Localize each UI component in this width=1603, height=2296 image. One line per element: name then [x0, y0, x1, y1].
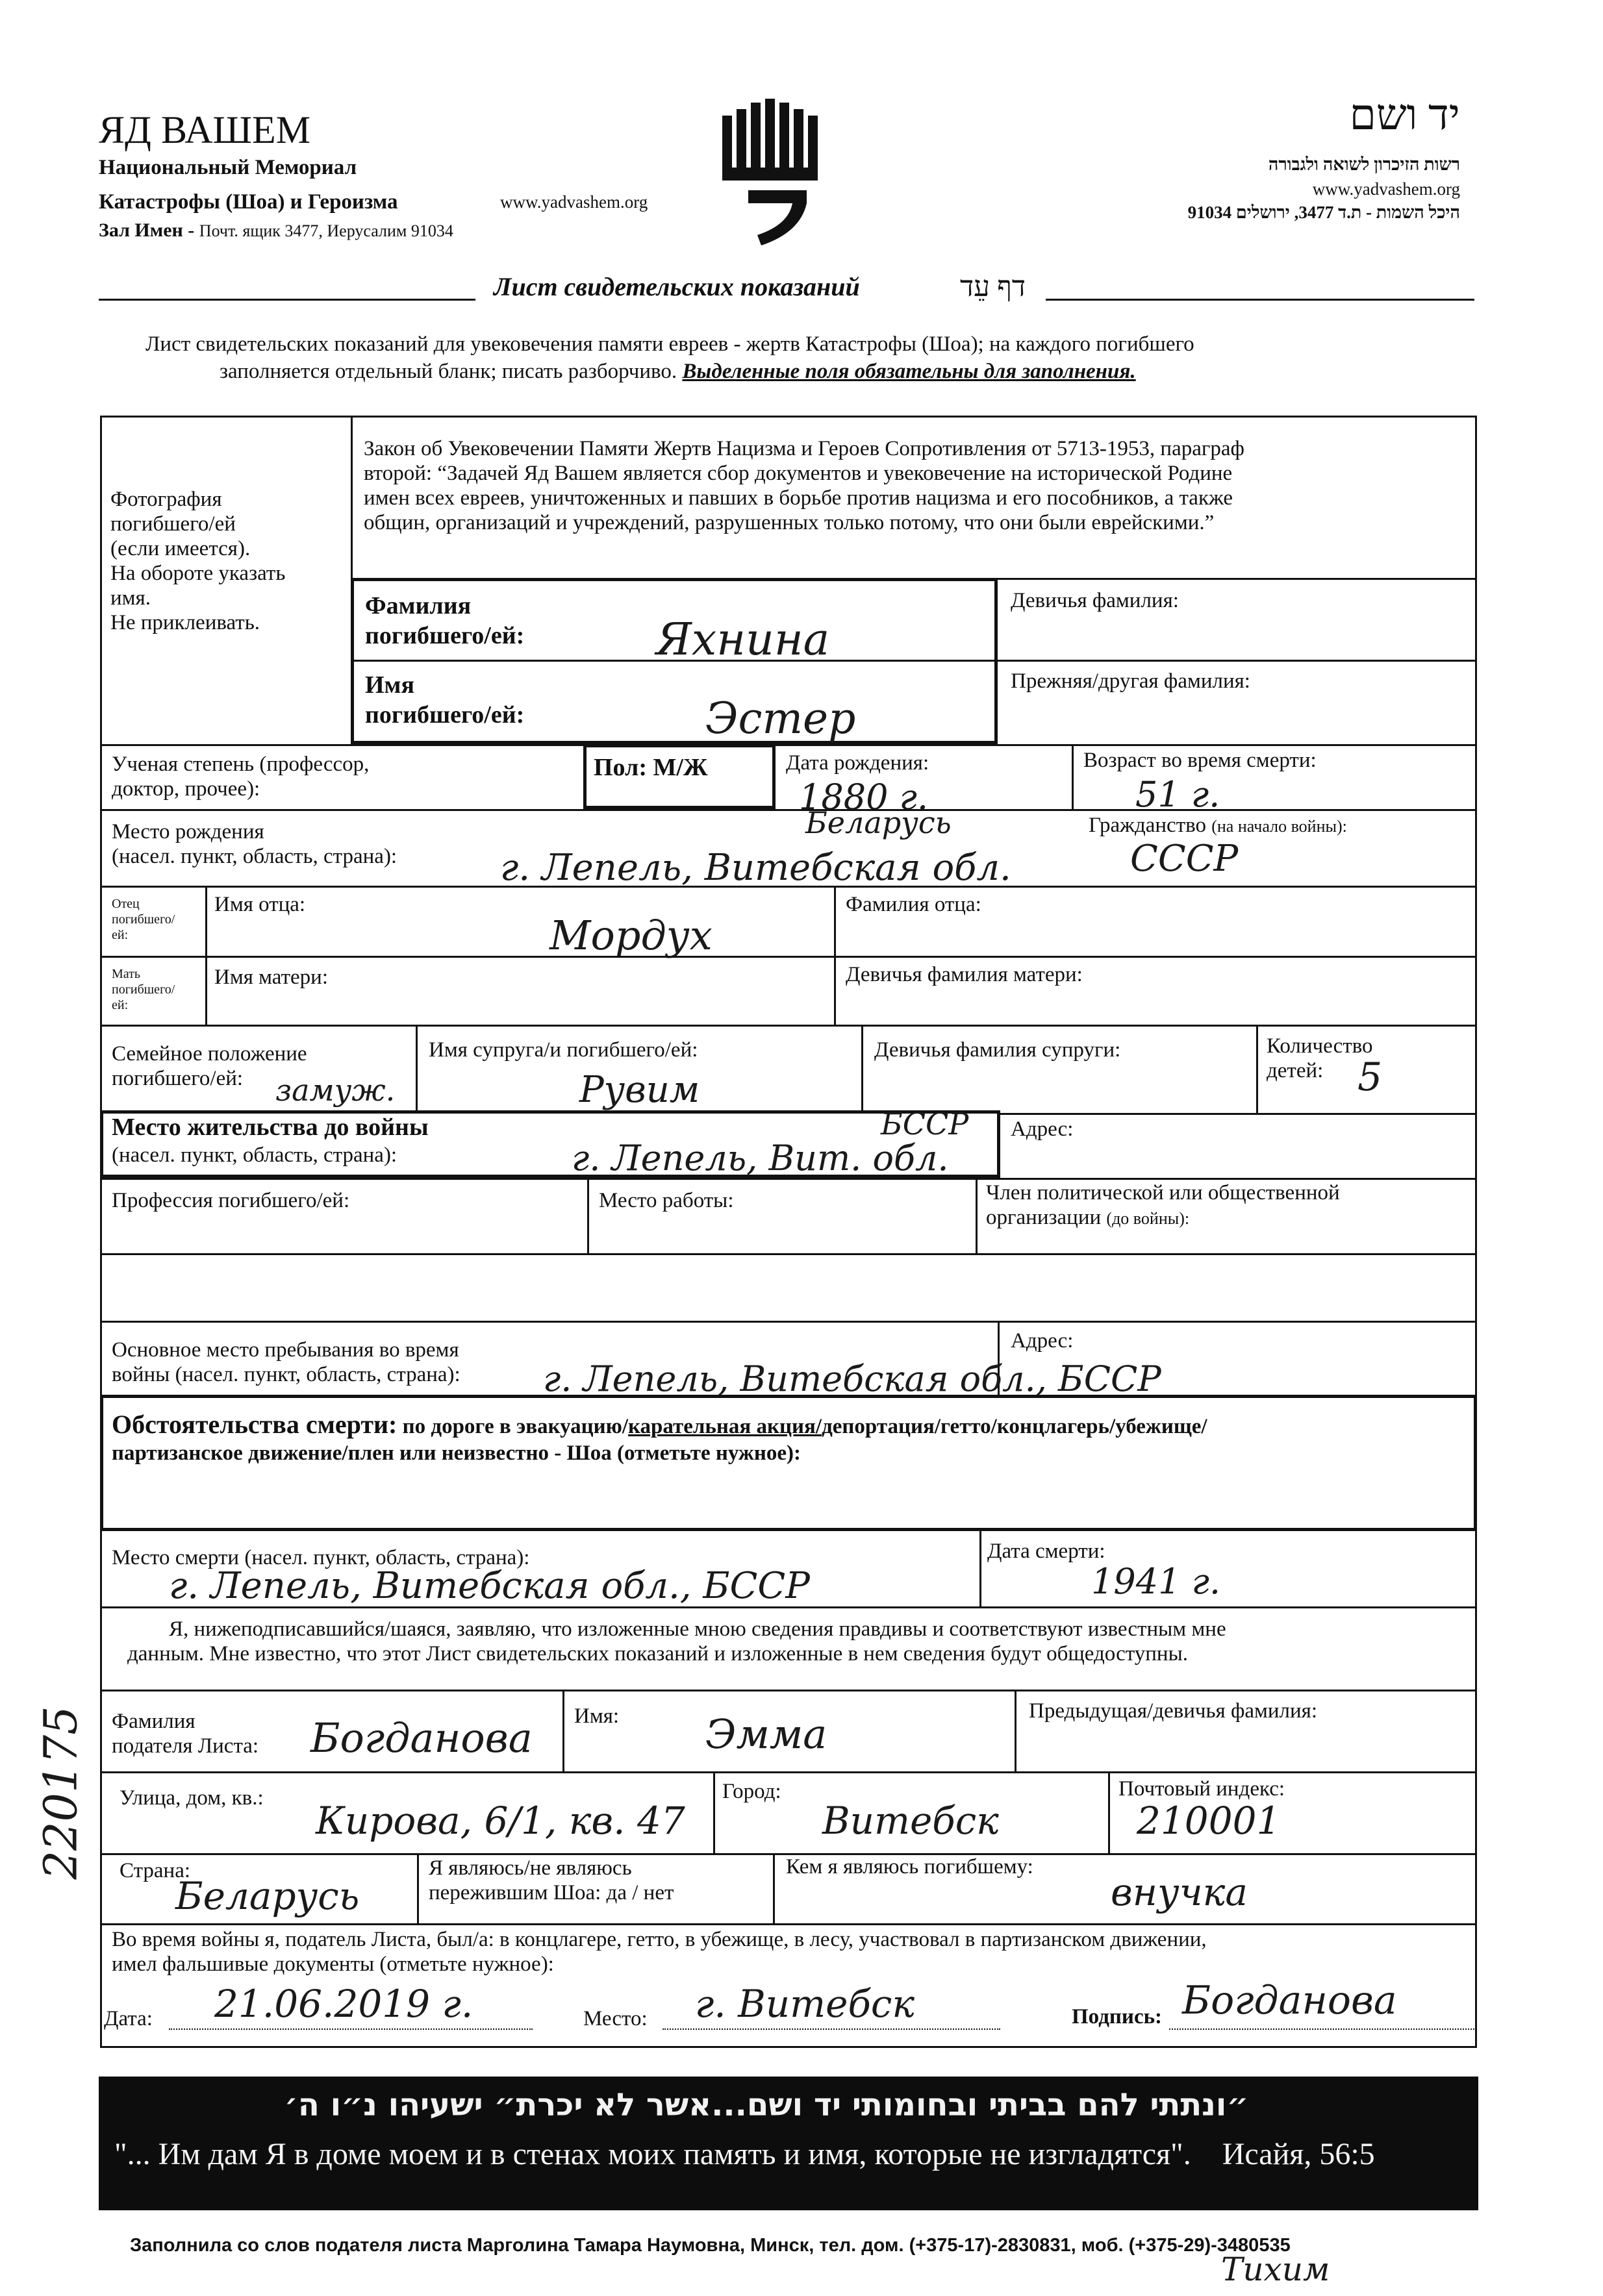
rule [351, 660, 1477, 662]
label-line: детей: [1267, 1059, 1324, 1082]
rule [998, 1113, 1477, 1115]
gender-label: Пол: М/Ж [594, 754, 708, 781]
spouse-name-label: Имя супруга/и погибшего/ей: [429, 1038, 698, 1062]
surname-value[interactable]: Яхнина [656, 614, 830, 666]
address-line [99, 219, 453, 242]
wartime-place-label [112, 1338, 461, 1387]
surname-label [365, 591, 524, 651]
label-line: Во время войны я, податель Листа, был/а: в концлагере, гетто, в убежище, в лесу, участвовал в партизанском движении, [112, 1928, 1207, 1951]
city-value[interactable]: Витебск [822, 1799, 999, 1843]
death-date-label: Дата смерти: [987, 1540, 1105, 1563]
rule [861, 1025, 863, 1113]
street-label: Улица, дом, кв.: [120, 1786, 264, 1810]
website-right: www.yadvashem.org [1312, 179, 1460, 199]
place-label: Место: [583, 2007, 648, 2030]
signature-line [1169, 2028, 1477, 2030]
rule [100, 1771, 1477, 1773]
death-date-value[interactable]: 1941 г. [1091, 1561, 1221, 1602]
citizenship-value[interactable]: СССР [1130, 838, 1239, 880]
tag-line: погибшего/ [112, 912, 175, 927]
banner-quote: "... Им дам Я в доме моем и в стенах моих память и имя, которые не изгладятся". [114, 2137, 1191, 2171]
label-line: Место рождения [112, 820, 264, 843]
wartime-place-value[interactable]: г. Лепель, Витебская обл., БССР [543, 1358, 1161, 1399]
circumstances-option-selected[interactable]: карательная акция/ [628, 1415, 822, 1438]
birth-date-label: Дата рождения: [786, 751, 929, 775]
label-line: подателя Листа: [112, 1734, 259, 1758]
rule [100, 1178, 1477, 1180]
label-line: Ученая степень (профессор, [112, 753, 370, 776]
org-line1: Национальный Мемориал [99, 156, 357, 179]
label-line: Член политической или общественной [986, 1181, 1340, 1204]
form-title: Лист свидетельских показаний [494, 272, 860, 301]
label-line: Семейное положение [112, 1042, 307, 1066]
rule [100, 1690, 1477, 1691]
spouse-name-value[interactable]: Рувим [579, 1069, 700, 1111]
country-label: Страна: [120, 1859, 191, 1882]
label-line: войны (насел. пункт, область, страна): [112, 1363, 461, 1386]
rule [976, 1178, 978, 1253]
age-value[interactable]: 51 г. [1135, 774, 1220, 815]
address-bold: Зал Имен - [99, 219, 195, 241]
hebrew-title: יד ושם [1349, 92, 1460, 139]
label-line: пережившим Шоа: да / нет [429, 1881, 674, 1904]
label-line: Имя [365, 671, 414, 699]
wartime-address-label: Адрес: [1011, 1329, 1074, 1353]
photo-note-line: (если имеется). [110, 537, 251, 560]
label-line: доктор, прочее): [112, 777, 260, 801]
photo-note-line: На обороте указать [110, 562, 286, 585]
citizenship-label [1089, 813, 1347, 838]
hebrew-line3: היכל השמות - ת.ד 3477, ירושלים 91034 [1187, 203, 1460, 222]
declaration [127, 1617, 1226, 1666]
photo-note-line: Не приклеивать. [110, 611, 260, 634]
death-place-label: Место смерти (насел. пункт, область, страна): [112, 1546, 530, 1569]
father-tag [112, 896, 175, 943]
law-line: второй: “Задачей Яд Вашем является сбор документов и увековечение на исторической Родине [364, 462, 1233, 485]
circumstances-line2: партизанское движение/плен или неизвестно - Шоа (отметьте нужное): [112, 1441, 801, 1465]
tag-line: ей: [112, 928, 129, 942]
postal-value[interactable]: 210001 [1137, 1799, 1281, 1843]
intro-mandatory-note: Выделенные поля обязательны для заполнения. [682, 360, 1136, 383]
rule [587, 1178, 589, 1253]
submitter-prev-label: Предыдущая/девичья фамилия: [1029, 1699, 1318, 1723]
address-rest: Почт. ящик 3477, Иерусалим 91034 [199, 221, 453, 240]
banner-hebrew: ״ונתתי להם בביתי ובחומותי יד ושם...אשר לא יכרת״ ישעיהו נ״ו ה׳ [284, 2087, 1249, 2123]
rule [1072, 744, 1074, 809]
citizenship-note: (на начало войны): [1211, 817, 1347, 836]
photo-note [110, 487, 285, 635]
profession-label: Профессия погибшего/ей: [112, 1189, 350, 1212]
signature-label: Подпись: [1072, 2005, 1163, 2028]
label-line: Фамилия [112, 1710, 196, 1733]
father-surname-label: Фамилия отца: [846, 893, 981, 916]
label-line: (насел. пункт, область, страна): [112, 845, 398, 868]
father-name-value[interactable]: Мордух [549, 912, 713, 959]
law-line: имен всех евреев, уничтоженных и павших в борьбе против нацизма и его пособников, а также [364, 486, 1233, 510]
rule [100, 809, 1477, 811]
rule [100, 744, 1477, 746]
membership-label [986, 1180, 1340, 1230]
rule [100, 1025, 1477, 1027]
circumstances-option[interactable]: депортация/гетто/концлагерь/убежище/ [822, 1415, 1207, 1438]
label-line: организации [986, 1206, 1102, 1229]
city-label: Город: [722, 1780, 781, 1803]
submitter-surname-value[interactable]: Богданова [310, 1714, 533, 1762]
signature-value[interactable]: Богданова [1182, 1978, 1397, 2023]
photo-note-line: Фотография [110, 488, 222, 511]
label-line: Я являюсь/не являюсь [429, 1856, 632, 1880]
rule [562, 1690, 564, 1771]
mother-name-label: Имя матери: [214, 966, 328, 989]
label-line: имел фальшивые документы (отметьте нужное): [112, 1953, 554, 1976]
rule [998, 578, 1477, 580]
label-line: Количество [1267, 1034, 1373, 1058]
mother-tag [112, 966, 175, 1013]
degree-label [112, 752, 369, 801]
banner-reference: Исайя, 56:5 [1222, 2137, 1375, 2171]
label-line: погибшего/ей: [365, 622, 525, 649]
tag-line: ей: [112, 998, 129, 1012]
intro-line2 [220, 360, 1136, 384]
circumstances-line1 [112, 1409, 1207, 1440]
country-value[interactable]: Беларусь [175, 1874, 360, 1918]
website-left: www.yadvashem.org [500, 192, 648, 212]
law-text [364, 436, 1468, 535]
street-value[interactable]: Кирова, 6/1, кв. 47 [316, 1799, 685, 1843]
footer-note: Заполнила со слов подателя листа Марголина Тамара Наумовна, Минск, тел. дом. (+375-17)-2830831, моб. (+375-29)-3480535 [130, 2235, 1291, 2256]
photo-note-line: погибшего/ей [110, 512, 236, 536]
rule [100, 1321, 1477, 1323]
photo-note-line: имя. [110, 586, 151, 610]
place-value[interactable]: г. Витебск [695, 1982, 915, 2026]
circumstances-option[interactable]: по дороге в эвакуацию/ [402, 1415, 629, 1438]
rule [205, 886, 207, 1025]
postal-label: Почтовый индекс: [1118, 1777, 1285, 1801]
law-line: Закон об Увековечении Памяти Жертв Нацизма и Героев Сопротивления от 5713-1953, параграф [364, 437, 1244, 460]
relation-value[interactable]: внучка [1111, 1870, 1248, 1914]
wartime-submitter-label [112, 1927, 1207, 1977]
birth-date-value[interactable]: 1880 г. [799, 777, 929, 817]
address-label: Адрес: [1011, 1117, 1074, 1141]
date-line [169, 2028, 533, 2030]
label-line: Фамилия [365, 592, 472, 619]
rule [416, 1025, 418, 1113]
rule [100, 1923, 1477, 1925]
hebrew-line1: רשות הזיכרון לשואה ולגבורה [1268, 155, 1460, 174]
date-value[interactable]: 21.06.2019 г. [214, 1982, 473, 2026]
relation-label: Кем я являюсь погибшему: [786, 1855, 1033, 1878]
org-line2: Катастрофы (Шоа) и Героизма [99, 190, 398, 214]
place-line [663, 2028, 1000, 2030]
death-place-value[interactable]: г. Лепель, Витебская обл., БССР [169, 1565, 810, 1607]
footer-signature: Тихим [1221, 2251, 1330, 2288]
mother-maiden-label: Девичья фамилия матери: [846, 963, 1083, 986]
tag-line: погибшего/ [112, 982, 175, 997]
residence-value[interactable]: г. Лепель, Вит. обл. [572, 1138, 949, 1179]
rule [1256, 1025, 1258, 1113]
rule [1015, 1690, 1016, 1771]
law-line: общин, организаций и учреждений, разрушенных только потому, что они были еврейскими.” [364, 511, 1215, 534]
declaration-line: Я, нижеподписавшийся/шаяся, заявляю, что изложенные мною сведения правдивы и соответствуют известным мне [169, 1617, 1226, 1641]
father-name-label: Имя отца: [214, 893, 306, 916]
label-line: погибшего/ей: [112, 1067, 244, 1090]
children-value[interactable]: 5 [1357, 1054, 1383, 1100]
rule [979, 1531, 981, 1606]
birth-country-value[interactable]: Беларусь [805, 805, 952, 840]
residence-sub-label: (насел. пункт, область, страна): [112, 1143, 398, 1167]
submitter-name-label: Имя: [574, 1704, 620, 1728]
membership-note: (до войны): [1106, 1209, 1190, 1228]
label-line: Основное место пребывания во время [112, 1338, 459, 1362]
yad-vashem-logo [709, 96, 839, 249]
rule [1108, 1771, 1110, 1853]
age-label: Возраст во время смерти: [1083, 749, 1317, 772]
maiden-name-label: Девичья фамилия: [1011, 589, 1179, 612]
birth-place-label [112, 819, 397, 869]
birth-place-value[interactable]: г. Лепель, Витебская обл. [500, 847, 1011, 889]
marital-value[interactable]: замуж. [275, 1073, 396, 1108]
rule [100, 1253, 1477, 1255]
title-rule-left [99, 299, 475, 301]
intro-line2-text: заполняется отдельный бланк; писать разборчиво. [220, 360, 677, 383]
rule [100, 886, 1477, 888]
other-surname-label: Прежняя/другая фамилия: [1011, 669, 1250, 693]
intro-line1: Лист свидетельских показаний для увековечения памяти евреев - жертв Катастрофы (Шоа); на каждого погибшего [145, 332, 1194, 356]
rule [100, 1606, 1477, 1608]
rule [713, 1771, 715, 1853]
rule [773, 1853, 775, 1923]
rule [834, 886, 836, 1025]
survivor-label [429, 1856, 674, 1905]
form-title-hebrew: דף עֵד [960, 271, 1026, 303]
date-label: Дата: [104, 2007, 153, 2030]
tag-line: Мать [112, 967, 141, 981]
citizenship-text: Гражданство [1089, 814, 1206, 837]
org-title: ЯД ВАШЕМ [99, 108, 311, 151]
margin-number: 220175 [34, 1706, 88, 1880]
first-name-label [365, 670, 524, 730]
tag-line: Отец [112, 897, 140, 911]
residence-country-value[interactable]: БССР [881, 1106, 969, 1142]
first-name-value[interactable]: Эстер [705, 693, 856, 743]
label-line: погибшего/ей: [365, 701, 525, 729]
spouse-maiden-label: Девичья фамилия супруги: [874, 1038, 1121, 1062]
banner-russian [114, 2136, 1465, 2172]
declaration-line: данным. Мне известно, что этот Лист свидетельских показаний и изложенные в нем сведения будут общедоступны. [127, 1642, 1189, 1666]
rule [100, 956, 1477, 958]
rule [417, 1853, 419, 1923]
residence-label: Место жительства до войны [112, 1114, 429, 1141]
circumstances-title: Обстоятельства смерти: [112, 1410, 398, 1439]
submitter-name-value[interactable]: Эмма [705, 1710, 827, 1758]
submitter-surname-label [112, 1709, 259, 1758]
workplace-label: Место работы: [599, 1189, 734, 1212]
title-rule-right [1046, 299, 1474, 301]
